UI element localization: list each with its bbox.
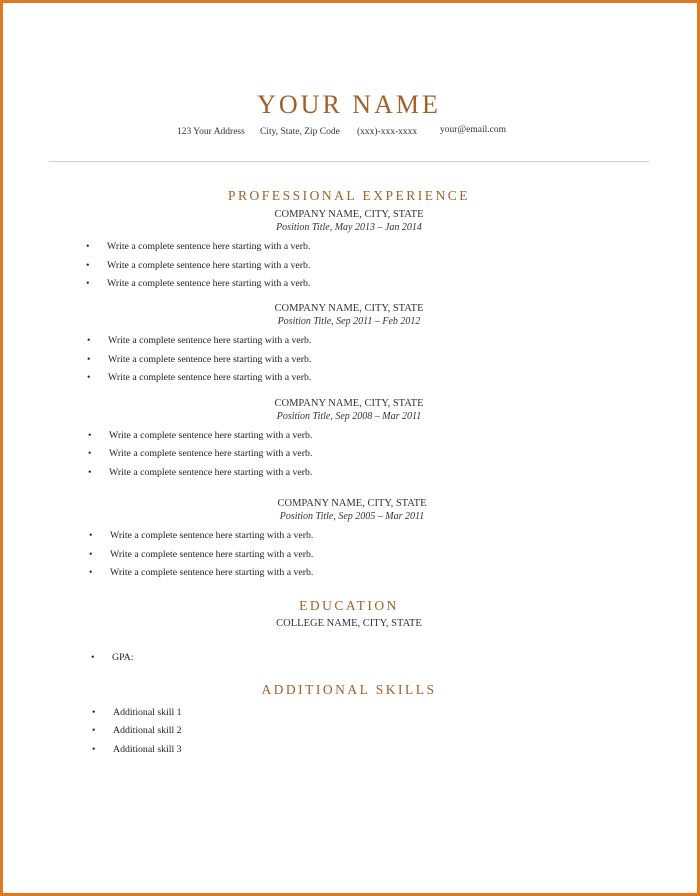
- bullet-icon: •: [91, 652, 95, 663]
- contact-address: 123 Your Address: [177, 127, 245, 137]
- bullet-icon: •: [88, 448, 92, 459]
- bullet-text: Write a complete sentence here starting with a verb.: [108, 372, 312, 383]
- bullet-text: Write a complete sentence here starting with a verb.: [108, 354, 312, 365]
- skill-text: Additional skill 2: [113, 725, 182, 736]
- education-heading: EDUCATION: [299, 598, 399, 613]
- skill-text: Additional skill 1: [113, 707, 182, 718]
- bullet-text: Write a complete sentence here starting with a verb.: [107, 260, 311, 271]
- resume-page: [4, 4, 694, 890]
- bullet-text: Write a complete sentence here starting with a verb.: [110, 549, 314, 560]
- bullet-text: Write a complete sentence here starting with a verb.: [109, 430, 313, 441]
- contact-city-state-zip: City, State, Zip Code: [260, 127, 340, 137]
- bullet-text: Write a complete sentence here starting with a verb.: [108, 335, 312, 346]
- bullet-text: Write a complete sentence here starting with a verb.: [107, 278, 311, 289]
- bullet-icon: •: [86, 260, 90, 271]
- job-1-title: Position Title, May 2013 – Jan 2014: [276, 222, 422, 233]
- bullet-icon: •: [92, 744, 96, 755]
- bullet-icon: •: [87, 372, 91, 383]
- bullet-text: Write a complete sentence here starting with a verb.: [109, 448, 313, 459]
- resume-name: YOUR NAME: [257, 90, 441, 119]
- bullet-icon: •: [89, 549, 93, 560]
- bullet-icon: •: [89, 530, 93, 541]
- job-2-company: COMPANY NAME, CITY, STATE: [274, 303, 424, 314]
- bullet-text: Write a complete sentence here starting with a verb.: [107, 241, 311, 252]
- bullet-text: Write a complete sentence here starting with a verb.: [109, 467, 313, 478]
- job-3-title: Position Title, Sep 2008 – Mar 2011: [276, 411, 422, 422]
- bullet-text: Write a complete sentence here starting with a verb.: [110, 567, 314, 578]
- bullet-text: Write a complete sentence here starting with a verb.: [110, 530, 314, 541]
- bullet-icon: •: [86, 241, 90, 252]
- skills-heading: ADDITIONAL SKILLS: [261, 682, 437, 697]
- job-1-company: COMPANY NAME, CITY, STATE: [274, 209, 424, 220]
- job-4-title: Position Title, Sep 2005 – Mar 2011: [279, 511, 425, 522]
- bullet-icon: •: [87, 335, 91, 346]
- job-2-title: Position Title, Sep 2011 – Feb 2012: [277, 316, 421, 327]
- job-3-company: COMPANY NAME, CITY, STATE: [274, 398, 424, 409]
- bullet-icon: •: [89, 567, 93, 578]
- bullet-icon: •: [92, 725, 96, 736]
- job-4-company: COMPANY NAME, CITY, STATE: [277, 498, 427, 509]
- college-name: COLLEGE NAME, CITY, STATE: [276, 618, 422, 629]
- bullet-icon: •: [92, 707, 96, 718]
- contact-email: your@email.com: [440, 125, 506, 135]
- header-divider: [49, 161, 649, 162]
- gpa-label: GPA:: [112, 652, 134, 663]
- contact-phone: (xxx)-xxx-xxxx: [357, 127, 418, 137]
- skill-text: Additional skill 3: [113, 744, 182, 755]
- bullet-icon: •: [87, 354, 91, 365]
- bullet-icon: •: [86, 278, 90, 289]
- bullet-icon: •: [88, 430, 92, 441]
- bullet-icon: •: [88, 467, 92, 478]
- experience-heading: PROFESSIONAL EXPERIENCE: [228, 188, 470, 203]
